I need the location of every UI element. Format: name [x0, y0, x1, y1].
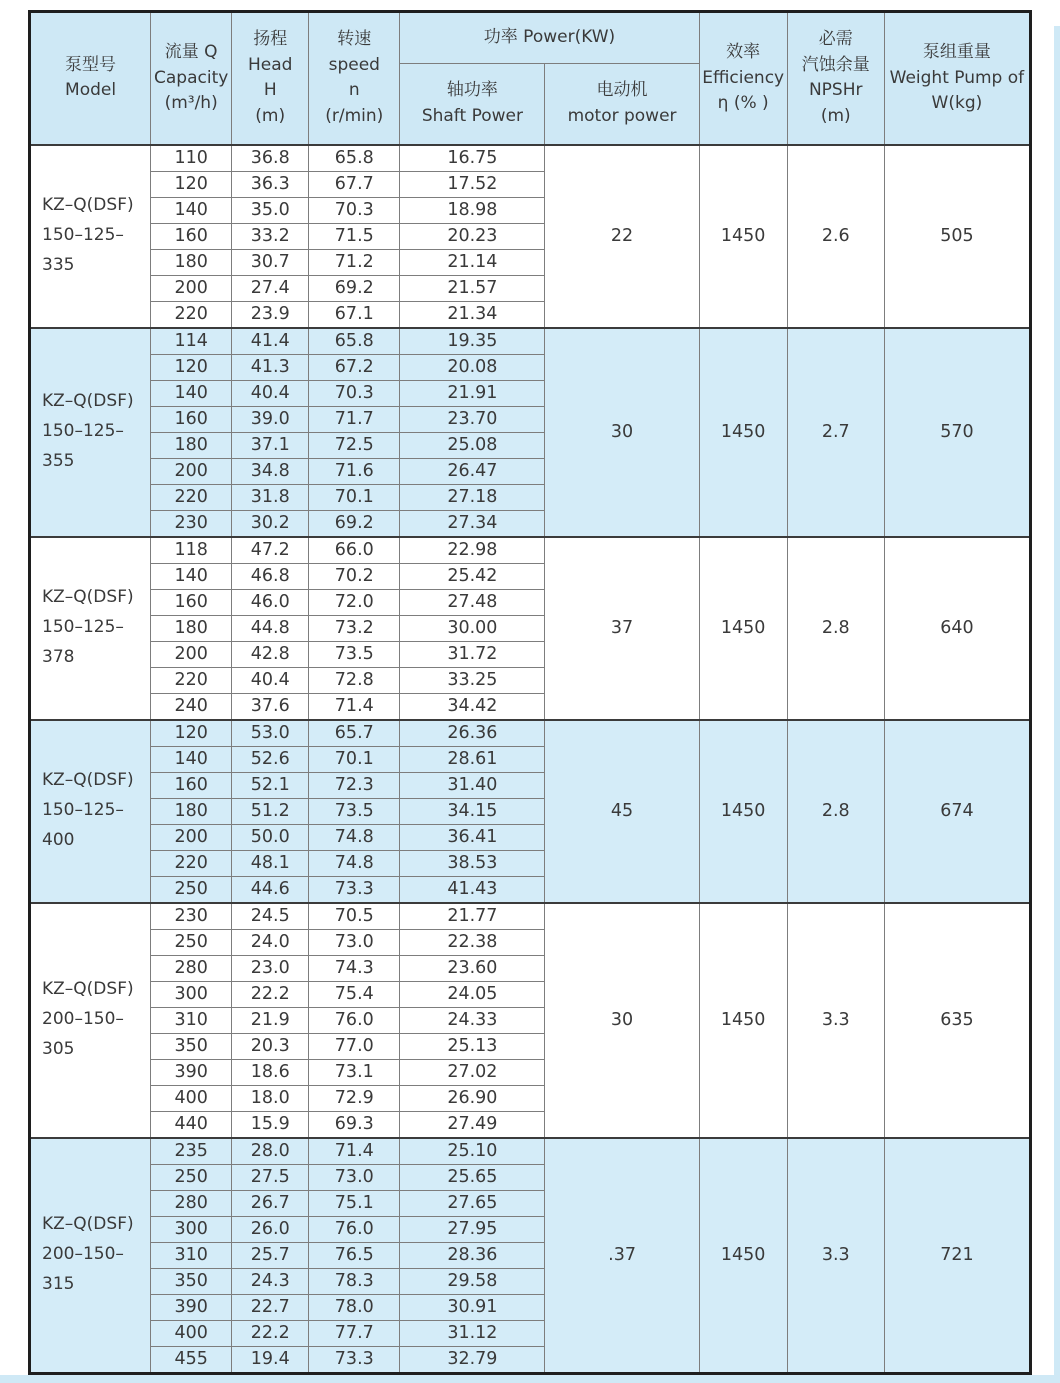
cell-speed: 72.5	[309, 432, 400, 458]
header-head-symbol: H	[263, 80, 277, 101]
cell-capacity: 280	[151, 955, 232, 981]
cell-capacity: 300	[151, 1216, 232, 1242]
cell-speed: 70.2	[309, 563, 400, 589]
cell-motor-power: 22	[545, 145, 699, 328]
header-npshr-en: NPSHr	[808, 80, 863, 101]
cell-speed: 76.0	[309, 1007, 400, 1033]
cell-capacity: 120	[151, 720, 232, 747]
cell-weight: 721	[884, 1138, 1030, 1374]
cell-shaft-power: 30.91	[400, 1294, 545, 1320]
cell-head: 44.6	[232, 876, 309, 903]
header-npshr-unit: (m)	[820, 105, 851, 126]
cell-shaft-power: 27.49	[400, 1111, 545, 1138]
cell-capacity: 220	[151, 484, 232, 510]
cell-speed: 75.4	[309, 981, 400, 1007]
header-shaft-zh: 轴功率	[446, 80, 498, 101]
cell-speed: 71.4	[309, 693, 400, 720]
cell-motor-power: 30	[545, 328, 699, 537]
cell-head: 35.0	[232, 197, 309, 223]
cell-head: 27.5	[232, 1164, 309, 1190]
cell-model: KZ–Q(DSF) 150–125–335	[30, 145, 151, 328]
cell-speed: 65.8	[309, 145, 400, 172]
cell-capacity: 350	[151, 1033, 232, 1059]
cell-motor-power: 37	[545, 537, 699, 720]
header-motor-power	[545, 64, 699, 145]
cell-npshr: 2.8	[787, 720, 884, 903]
header-capacity-unit: (m³/h)	[164, 93, 218, 113]
cell-shaft-power: 30.00	[400, 615, 545, 641]
cell-speed: 71.6	[309, 458, 400, 484]
cell-speed: 70.1	[309, 746, 400, 772]
cell-speed: 70.5	[309, 903, 400, 930]
cell-shaft-power: 21.57	[400, 275, 545, 301]
cell-capacity: 230	[151, 903, 232, 930]
cell-head: 46.0	[232, 589, 309, 615]
cell-speed: 71.4	[309, 1138, 400, 1165]
header-weight-en: Weight Pump of	[889, 67, 1025, 88]
cell-speed: 74.3	[309, 955, 400, 981]
cell-capacity: 180	[151, 798, 232, 824]
cell-capacity: 400	[151, 1320, 232, 1346]
cell-capacity: 310	[151, 1007, 232, 1033]
cell-head: 23.9	[232, 301, 309, 328]
cell-head: 21.9	[232, 1007, 309, 1033]
cell-shaft-power: 25.42	[400, 563, 545, 589]
cell-shaft-power: 26.47	[400, 458, 545, 484]
cell-shaft-power: 24.33	[400, 1007, 545, 1033]
cell-capacity: 390	[151, 1059, 232, 1085]
cell-shaft-power: 32.79	[400, 1346, 545, 1373]
cell-speed: 67.1	[309, 301, 400, 328]
cell-efficiency: 1450	[699, 1138, 787, 1374]
cell-speed: 72.8	[309, 667, 400, 693]
header-capacity-zh: 流量 Q	[164, 42, 218, 62]
cell-weight: 570	[884, 328, 1030, 537]
cell-npshr: 2.6	[787, 145, 884, 328]
header-head-en: Head	[247, 54, 293, 75]
cell-speed: 73.3	[309, 876, 400, 903]
cell-shaft-power: 19.35	[400, 328, 545, 355]
cell-speed: 73.3	[309, 1346, 400, 1373]
cell-capacity: 120	[151, 354, 232, 380]
cell-speed: 76.5	[309, 1242, 400, 1268]
cell-shaft-power: 24.05	[400, 981, 545, 1007]
cell-model: KZ–Q(DSF) 200–150–315	[30, 1138, 151, 1374]
cell-speed: 69.2	[309, 275, 400, 301]
cell-npshr: 2.8	[787, 537, 884, 720]
cell-efficiency: 1450	[699, 328, 787, 537]
table-row	[30, 720, 1031, 747]
cell-speed: 75.1	[309, 1190, 400, 1216]
cell-head: 44.8	[232, 615, 309, 641]
cell-shaft-power: 22.38	[400, 929, 545, 955]
cell-model: KZ–Q(DSF) 150–125–400	[30, 720, 151, 903]
cell-head: 15.9	[232, 1111, 309, 1138]
cell-capacity: 250	[151, 929, 232, 955]
cell-head: 37.1	[232, 432, 309, 458]
cell-head: 20.3	[232, 1033, 309, 1059]
cell-head: 50.0	[232, 824, 309, 850]
cell-capacity: 310	[151, 1242, 232, 1268]
cell-speed: 77.7	[309, 1320, 400, 1346]
cell-head: 27.4	[232, 275, 309, 301]
cell-weight: 674	[884, 720, 1030, 903]
cell-capacity: 180	[151, 249, 232, 275]
cell-capacity: 390	[151, 1294, 232, 1320]
table-row	[30, 328, 1031, 355]
cell-capacity: 160	[151, 772, 232, 798]
cell-shaft-power: 41.43	[400, 876, 545, 903]
header-head	[232, 12, 309, 145]
cell-weight: 635	[884, 903, 1030, 1138]
cell-head: 22.2	[232, 1320, 309, 1346]
cell-shaft-power: 26.36	[400, 720, 545, 747]
cell-shaft-power: 27.95	[400, 1216, 545, 1242]
header-efficiency-zh: 效率	[726, 42, 761, 62]
cell-head: 24.5	[232, 903, 309, 930]
cell-capacity: 140	[151, 563, 232, 589]
cell-speed: 72.9	[309, 1085, 400, 1111]
cell-shaft-power: 36.41	[400, 824, 545, 850]
cell-capacity: 140	[151, 746, 232, 772]
cell-head: 22.2	[232, 981, 309, 1007]
cell-capacity: 200	[151, 641, 232, 667]
cell-speed: 73.0	[309, 1164, 400, 1190]
cell-capacity: 200	[151, 275, 232, 301]
header-power-group: 功率 Power(KW)	[400, 12, 699, 64]
cell-speed: 65.7	[309, 720, 400, 747]
cell-shaft-power: 22.98	[400, 537, 545, 564]
cell-head: 22.7	[232, 1294, 309, 1320]
cell-head: 52.1	[232, 772, 309, 798]
cell-head: 52.6	[232, 746, 309, 772]
cell-shaft-power: 31.12	[400, 1320, 545, 1346]
cell-speed: 65.8	[309, 328, 400, 355]
cell-speed: 71.7	[309, 406, 400, 432]
cell-efficiency: 1450	[699, 145, 787, 328]
cell-shaft-power: 34.42	[400, 693, 545, 720]
table-header	[30, 12, 1031, 145]
cell-shaft-power: 18.98	[400, 197, 545, 223]
cell-capacity: 300	[151, 981, 232, 1007]
cell-weight: 640	[884, 537, 1030, 720]
cell-capacity: 114	[151, 328, 232, 355]
cell-head: 40.4	[232, 667, 309, 693]
header-speed-symbol: n	[348, 80, 360, 101]
header-model	[30, 12, 151, 145]
cell-speed: 73.0	[309, 929, 400, 955]
cell-shaft-power: 34.15	[400, 798, 545, 824]
cell-shaft-power: 28.61	[400, 746, 545, 772]
cell-npshr: 2.7	[787, 328, 884, 537]
cell-capacity: 440	[151, 1111, 232, 1138]
header-motor-en: motor power	[567, 105, 677, 126]
cell-head: 26.0	[232, 1216, 309, 1242]
cell-speed: 66.0	[309, 537, 400, 564]
cell-capacity: 220	[151, 850, 232, 876]
cell-speed: 69.2	[309, 510, 400, 537]
header-shaft-power	[400, 64, 545, 145]
cell-head: 24.0	[232, 929, 309, 955]
cell-shaft-power: 31.40	[400, 772, 545, 798]
header-weight	[884, 12, 1030, 145]
cell-capacity: 200	[151, 458, 232, 484]
cell-head: 31.8	[232, 484, 309, 510]
cell-motor-power: .37	[545, 1138, 699, 1374]
cell-head: 53.0	[232, 720, 309, 747]
cell-head: 37.6	[232, 693, 309, 720]
cell-capacity: 160	[151, 589, 232, 615]
cell-head: 41.4	[232, 328, 309, 355]
cell-shaft-power: 29.58	[400, 1268, 545, 1294]
cell-speed: 70.3	[309, 380, 400, 406]
cell-shaft-power: 21.14	[400, 249, 545, 275]
header-row-top	[30, 12, 1031, 64]
cell-capacity: 455	[151, 1346, 232, 1373]
table-row	[30, 903, 1031, 930]
cell-capacity: 180	[151, 615, 232, 641]
header-weight-unit: W(kg)	[931, 93, 983, 113]
page-edge-bottom	[0, 1375, 1060, 1383]
cell-npshr: 3.3	[787, 903, 884, 1138]
cell-shaft-power: 21.77	[400, 903, 545, 930]
cell-shaft-power: 26.90	[400, 1085, 545, 1111]
cell-head: 34.8	[232, 458, 309, 484]
cell-shaft-power: 21.91	[400, 380, 545, 406]
header-npshr-zh1: 必需	[818, 29, 853, 50]
cell-shaft-power: 20.23	[400, 223, 545, 249]
cell-npshr: 3.3	[787, 1138, 884, 1374]
cell-capacity: 110	[151, 145, 232, 172]
header-shaft-en: Shaft Power	[421, 105, 523, 126]
cell-speed: 72.0	[309, 589, 400, 615]
cell-speed: 67.2	[309, 354, 400, 380]
table-row	[30, 1138, 1031, 1165]
cell-capacity: 120	[151, 171, 232, 197]
cell-model: KZ–Q(DSF) 200–150–305	[30, 903, 151, 1138]
cell-shaft-power: 21.34	[400, 301, 545, 328]
cell-head: 41.3	[232, 354, 309, 380]
cell-speed: 69.3	[309, 1111, 400, 1138]
cell-head: 33.2	[232, 223, 309, 249]
cell-shaft-power: 25.13	[400, 1033, 545, 1059]
cell-efficiency: 1450	[699, 903, 787, 1138]
cell-speed: 74.8	[309, 850, 400, 876]
pump-spec-table	[28, 10, 1032, 1375]
cell-capacity: 235	[151, 1138, 232, 1165]
cell-speed: 73.5	[309, 641, 400, 667]
cell-motor-power: 45	[545, 720, 699, 903]
header-npshr-zh2: 汽蚀余量	[801, 54, 870, 75]
cell-head: 36.8	[232, 145, 309, 172]
cell-capacity: 140	[151, 380, 232, 406]
cell-shaft-power: 27.34	[400, 510, 545, 537]
table-row	[30, 537, 1031, 564]
cell-efficiency: 1450	[699, 537, 787, 720]
cell-capacity: 160	[151, 406, 232, 432]
cell-head: 19.4	[232, 1346, 309, 1373]
cell-head: 42.8	[232, 641, 309, 667]
header-model-en: Model	[65, 80, 117, 101]
cell-speed: 71.2	[309, 249, 400, 275]
cell-capacity: 140	[151, 197, 232, 223]
header-speed	[309, 12, 400, 145]
cell-speed: 73.5	[309, 798, 400, 824]
cell-capacity: 118	[151, 537, 232, 564]
cell-capacity: 240	[151, 693, 232, 720]
header-weight-zh: 泵组重量	[922, 42, 991, 62]
header-motor-zh: 电动机	[596, 80, 648, 101]
cell-capacity: 350	[151, 1268, 232, 1294]
cell-shaft-power: 25.08	[400, 432, 545, 458]
cell-head: 30.7	[232, 249, 309, 275]
cell-shaft-power: 33.25	[400, 667, 545, 693]
cell-shaft-power: 25.10	[400, 1138, 545, 1165]
cell-head: 36.3	[232, 171, 309, 197]
header-efficiency-en: Efficiency	[702, 67, 785, 88]
cell-head: 23.0	[232, 955, 309, 981]
cell-shaft-power: 23.60	[400, 955, 545, 981]
cell-model: KZ–Q(DSF) 150–125–378	[30, 537, 151, 720]
header-capacity	[151, 12, 232, 145]
cell-head: 18.6	[232, 1059, 309, 1085]
header-speed-zh: 转速	[337, 29, 372, 50]
cell-speed: 73.1	[309, 1059, 400, 1085]
cell-head: 26.7	[232, 1190, 309, 1216]
cell-head: 18.0	[232, 1085, 309, 1111]
table-body	[30, 145, 1031, 1374]
cell-head: 28.0	[232, 1138, 309, 1165]
header-head-unit: (m)	[255, 105, 286, 126]
cell-speed: 74.8	[309, 824, 400, 850]
cell-weight: 505	[884, 145, 1030, 328]
cell-shaft-power: 20.08	[400, 354, 545, 380]
header-head-zh: 扬程	[253, 29, 288, 50]
cell-speed: 78.0	[309, 1294, 400, 1320]
cell-capacity: 220	[151, 667, 232, 693]
cell-shaft-power: 31.72	[400, 641, 545, 667]
cell-shaft-power: 23.70	[400, 406, 545, 432]
header-efficiency	[699, 12, 787, 145]
cell-speed: 77.0	[309, 1033, 400, 1059]
cell-head: 51.2	[232, 798, 309, 824]
cell-shaft-power: 27.65	[400, 1190, 545, 1216]
cell-efficiency: 1450	[699, 720, 787, 903]
header-speed-en: speed	[328, 54, 380, 75]
header-model-zh: 泵型号	[65, 54, 117, 75]
cell-shaft-power: 16.75	[400, 145, 545, 172]
cell-head: 47.2	[232, 537, 309, 564]
cell-motor-power: 30	[545, 903, 699, 1138]
header-capacity-en: Capacity	[154, 67, 229, 88]
cell-speed: 73.2	[309, 615, 400, 641]
cell-head: 46.8	[232, 563, 309, 589]
cell-capacity: 400	[151, 1085, 232, 1111]
cell-capacity: 220	[151, 301, 232, 328]
cell-head: 40.4	[232, 380, 309, 406]
header-npshr	[787, 12, 884, 145]
cell-shaft-power: 17.52	[400, 171, 545, 197]
cell-speed: 76.0	[309, 1216, 400, 1242]
cell-head: 25.7	[232, 1242, 309, 1268]
cell-shaft-power: 27.18	[400, 484, 545, 510]
cell-head: 24.3	[232, 1268, 309, 1294]
cell-speed: 71.5	[309, 223, 400, 249]
header-efficiency-unit: η (% )	[717, 93, 769, 113]
cell-model: KZ–Q(DSF) 150–125–355	[30, 328, 151, 537]
header-speed-unit: (r/min)	[325, 105, 384, 126]
cell-shaft-power: 28.36	[400, 1242, 545, 1268]
cell-capacity: 280	[151, 1190, 232, 1216]
page-edge-right	[1054, 26, 1060, 1383]
cell-shaft-power: 25.65	[400, 1164, 545, 1190]
cell-speed: 70.3	[309, 197, 400, 223]
cell-capacity: 200	[151, 824, 232, 850]
cell-speed: 67.7	[309, 171, 400, 197]
cell-capacity: 160	[151, 223, 232, 249]
cell-speed: 70.1	[309, 484, 400, 510]
cell-head: 48.1	[232, 850, 309, 876]
cell-shaft-power: 27.48	[400, 589, 545, 615]
cell-speed: 78.3	[309, 1268, 400, 1294]
cell-capacity: 250	[151, 1164, 232, 1190]
cell-head: 30.2	[232, 510, 309, 537]
cell-shaft-power: 38.53	[400, 850, 545, 876]
cell-head: 39.0	[232, 406, 309, 432]
cell-capacity: 180	[151, 432, 232, 458]
cell-capacity: 230	[151, 510, 232, 537]
cell-speed: 72.3	[309, 772, 400, 798]
cell-shaft-power: 27.02	[400, 1059, 545, 1085]
table-row	[30, 145, 1031, 172]
cell-capacity: 250	[151, 876, 232, 903]
